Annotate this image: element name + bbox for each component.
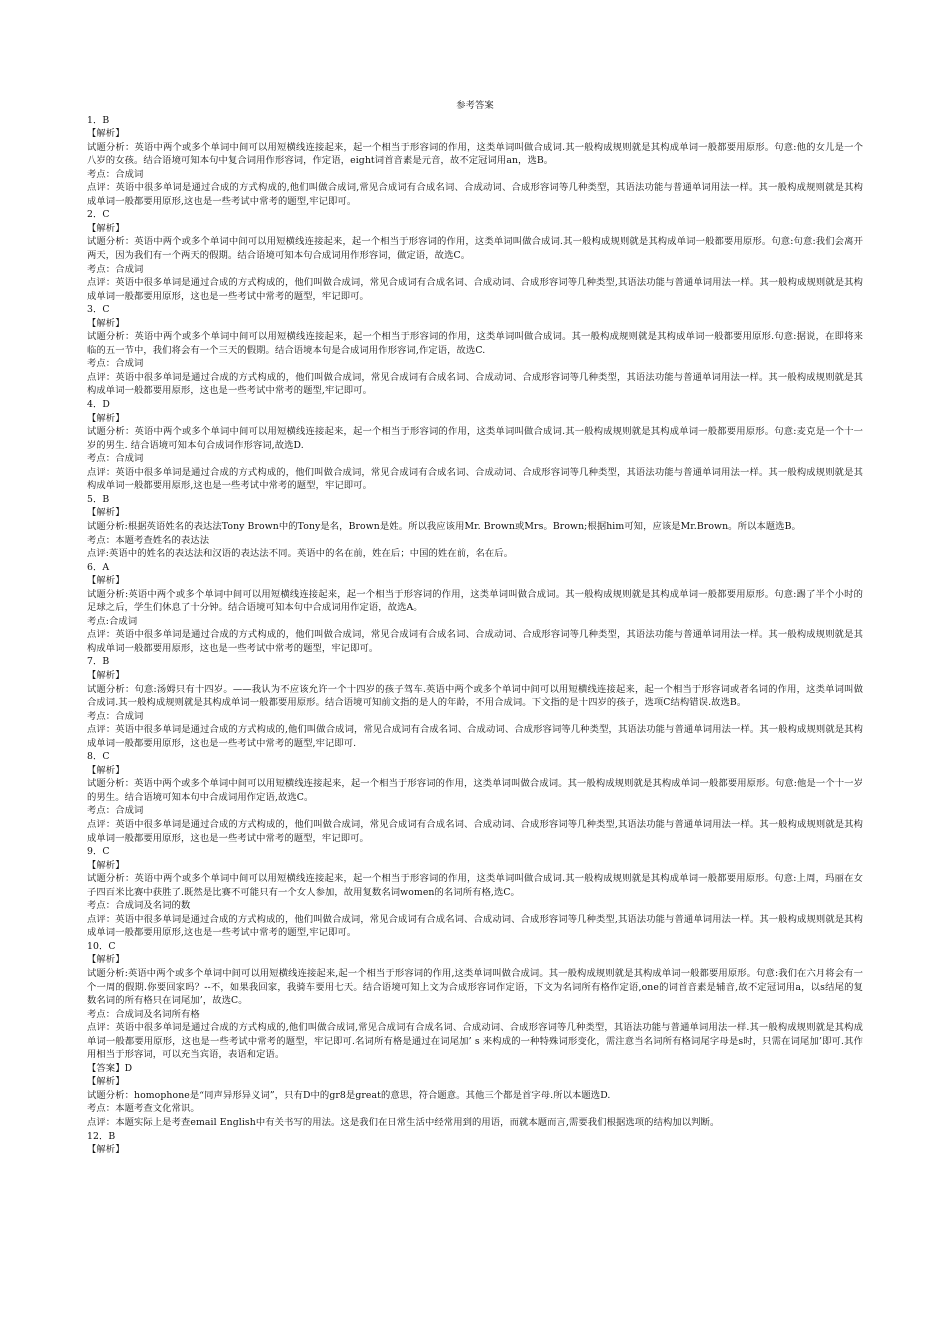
- answer-item-8: [87, 750, 863, 845]
- answer-document: [87, 99, 863, 1157]
- kaodian-text: 考点：合成词: [87, 710, 144, 722]
- analysis-tag: 【解析】: [87, 412, 125, 424]
- analysis-text: 试题分析：英语中两个或多个单词中间可以用短横线连接起来，起一个相当于形容词的作用，这类单词叫做合成词.其一般构成规则就是其构成单词一般都要用原形。句意:上周，玛丽在女子四百米比赛中获胜了.既然是比赛不可能只有一个女人参加，故用复数名词women的名词所有格,选C。: [87, 873, 863, 898]
- analysis-tag: 【解析】: [87, 575, 125, 587]
- answer-item-6: [87, 561, 863, 656]
- kaodian-text: 考点:合成词: [87, 615, 138, 627]
- question-number: 9．C: [87, 846, 110, 858]
- analysis-text: 试题分析：英语中两个或多个单词中间可以用短横线连接起来，起一个相当于形容词的作用，这类单词叫做合成词.其一般构成规则就是其构成单词一般都要用原形。句意:他的女儿是一个八岁的女孩。结合语境可知本句中复合词用作形容词，作定语，eight词首音素是元音，故不定冠词用an，选B。: [87, 141, 863, 167]
- analysis-tag: 【解析】: [87, 507, 125, 519]
- analysis-text: 试题分析：英语中两个或多个单词中间可以用短横线连接起来，起一个相当于形容词的作用，这类单词叫做合成词。其一般构成规则就是其构成单词一般都要用原形。句意:他是一个十一岁的男生。结合语境可知本句中合成词用作定语,故选C。: [87, 778, 863, 803]
- analysis-tag: 【解析】: [87, 317, 125, 329]
- dianping-text: 点评：英语中很多单词是通过合成的方式构成的，他们叫做合成词，常见合成词有合成名词、合成动词、合成形容词等几种类型，其语法功能与普通单词用法一样。其一般构成规则就是其构成单词一般都要用原形，这也是一些考试中常考的题型,牢记即可。: [87, 371, 863, 397]
- dianping-text: 点评：本题实际上是考查email English中有关书写的用法。这是我们在日常生活中经常用到的用语，而就本题而言,需要我们根据选项的结构加以判断。: [87, 1117, 720, 1129]
- answer-item-10: [87, 940, 863, 1062]
- page-title: 参考答案: [456, 100, 494, 111]
- answer-item-2: [87, 208, 863, 303]
- analysis-text: 试题分析:英语中两个或多个单词中间可以用短横线连接起来,起一个相当于形容词的作用,这类单词叫做合成词。其一般构成规则就是其构成单词一般都要用原形。句意:我们在六月将会有一个一周的假期.你要回家吗？--不，如果我回家，我骑车要用七天。结合语境可知上文为合成形容词作定语，下文为名词所有格作定语,one的词首音素是辅音,故不定冠词用a，以s结尾的复数名词的所有格只在词尾加’，故选C。: [87, 968, 863, 1007]
- dianping-text: 点评：英语中很多单词是通过合成的方式构成的，他们叫做合成词，常见合成词有合成名词、合成动词、合成形容词等几种类型，其语法功能与普通单词用法一样。其一般构成规则就是其构成单词一般都要用原形,这也是一些考试中常考的题型，牢记即可。: [87, 466, 863, 492]
- analysis-text: 试题分析:英语中两个或多个单词中间可以用短横线连接起来，起一个相当于形容词的作用，这类单词叫做合成词。其一般构成规则就是其构成单词一般都要用原形。句意:踢了半个小时的足球之后，学生们休息了十分钟。结合语境可知本句中合成词用作定语，故选A。: [87, 588, 863, 614]
- dianping-text: 点评：英语中很多单词是通过合成的方式构成的,他们叫做合成词,常见合成词有合成名词、合成动词、合成形容词等几种类型，其语法功能与普通单词用法一样。其一般构成规则就是其构成单词一般都要用原形,这也是一些考试中常考的题型,牢记即可。: [87, 182, 863, 207]
- answer-item-1: [87, 114, 863, 209]
- dianping-text: 点评：英语中很多单词是通过合成的方式构成的，他们叫做合成词，常见合成词有合成名词、合成动词、合成形容词等几种类型,其语法功能与普通单词用法一样。其一般构成规则就是其构成单词一般都要用原形,这也是一些考试中常考的题型,牢记即可。: [87, 913, 863, 939]
- analysis-text: 试题分析：英语中两个或多个单词中间可以用短横线连接起来，起一个相当于形容词的作用，这类单词叫做合成词.其一般构成规则就是其构成单词一般都要用原形。句意:句意:我们会离开两天，因为我们有一个两天的假期。结合语境可知本句合成词用作形容词，做定语，故选C。: [87, 236, 863, 262]
- kaodian-text: 考点：合成词及名词所有格: [87, 1008, 200, 1020]
- kaodian-text: 考点：合成词: [87, 453, 144, 465]
- question-number: 1．B: [87, 114, 110, 126]
- analysis-tag: 【解析】: [87, 954, 125, 966]
- analysis-text: 试题分析：英语中两个或多个单词中间可以用短横线连接起来，起一个相当于形容词的作用，这类单词叫做合成词.其一般构成规则就是其构成单词一般都要用原形。句意:麦克是一个十一岁的男生. 结合语境可知本句合成词作形容词,故选D.: [87, 426, 863, 451]
- dianping-text: 点评：英语中很多单词是通过合成的方式构成的，他们叫做合成词，常见合成词有合成名词、合成动词、合成形容词等几种类型,其语法功能与普通单词用法一样。其一般构成规则就是其构成单词一般都要用原形，这也是一些考试中常考的题型，牢记即可。: [87, 818, 863, 844]
- kaodian-text: 考点：合成词及名词的数: [87, 900, 191, 912]
- answer-item-7: [87, 655, 863, 750]
- kaodian-text: 考点：合成词: [87, 358, 144, 370]
- answer-item-9: [87, 845, 863, 940]
- answer-item-12: [87, 1130, 863, 1157]
- analysis-tag: 【解析】: [87, 128, 125, 140]
- dianping-text: 点评：英语中很多单词是通过合成的方式构成的，他们叫做合成词，常见合成词有合成名词、合成动词、合成形容词等几种类型，其语法功能与普通单词用法一样。其一般构成规则就是其构成单词一般都要用原形，这也是一些考试中常考的题型，牢记即可。: [87, 629, 863, 654]
- answer-item-5: [87, 493, 863, 561]
- analysis-text: 试题分析:根据英语姓名的表达法Tony Brown中的Tony是名，Brown是姓。所以我应该用Mr. Brown或Mrs。Brown;根据him可知，应该是Mr.Brown。所以本题选B。: [87, 520, 801, 532]
- question-number: 3．C: [87, 304, 110, 316]
- analysis-tag: 【解析】: [87, 859, 125, 871]
- dianping-text: 点评：英语中很多单词是通过合成的方式构成的,他们叫做合成词,常见合成词有合成名词、合成动词、合成形容词等几种类型，其语法功能与普通单词用法一样.其一般构成规则就是其构成单词一般都要用原形，这也是一些考试中常考的题型，牢记即可.名词所有格是通过在词尾加’ s 来构成的一种特殊词形变化，需注意当名词所有格词尾字母是s时，只需在词尾加’即可.其作用相当于形容词，可以充当宾语，表语和定语。: [87, 1022, 863, 1061]
- question-number: 5．B: [87, 493, 110, 505]
- question-number: 12．B: [87, 1130, 116, 1142]
- question-number: 4．D: [87, 399, 110, 411]
- analysis-tag: 【解析】: [87, 764, 125, 776]
- dianping-text: 点评：英语中很多单词是通过合成的方式构成的，他们叫做合成词，常见合成词有合成名词、合成动词、合成形容词等几种类型,其语法功能与普通单词用法一样。其一般构成规则就是其构成单词一般都要用原形，这也是一些考试中常考的题型，牢记即可。: [87, 277, 863, 302]
- question-number: 2．C: [87, 209, 110, 221]
- kaodian-text: 考点：合成词: [87, 263, 144, 275]
- answer-item-4: [87, 398, 863, 493]
- question-number: 6．A: [87, 561, 110, 573]
- dianping-text: 点评:英语中的姓名的表达法和汉语的表达法不同。英语中的名在前，姓在后；中国的姓在前，名在后。: [87, 548, 514, 560]
- analysis-text: 试题分析：homophone是“同声异形异义词”，只有D中的gr8是great的意思，符合题意。其他三个都是首字母.所以本题选D.: [87, 1089, 611, 1101]
- answer-item-11: [87, 1062, 863, 1130]
- kaodian-text: 考点：本题考查文化常识。: [87, 1103, 200, 1115]
- analysis-tag: 【解析】: [87, 222, 125, 234]
- kaodian-text: 考点：合成词: [87, 168, 144, 180]
- analysis-tag: 【解析】: [87, 1144, 125, 1156]
- dianping-text: 点评：英语中很多单词是通过合成的方式构成的,他们叫做合成词，常见合成词有合成名词、合成动词、合成形容词等几种类型，其语法功能与普通单词用法一样。其一般构成规则就是其构成单词一般都要用原形，这也是一些考试中常考的题型,牢记即可.: [87, 724, 863, 749]
- question-number: 10．C: [87, 940, 116, 952]
- analysis-text: 试题分析：英语中两个或多个单词中间可以用短横线连接起来，起一个相当于形容词的作用，这类单词叫做合成词。其一般构成规则就是其构成单词一般都要用原形.句意:据说，在即将来临的五一节中，我们将会有一个三天的假期。结合语境本句是合成词用作形容词,作定语，故选C.: [87, 331, 863, 356]
- analysis-text: 试题分析：句意:汤姆只有十四岁。——我认为不应该允许一个十四岁的孩子驾车.英语中两个或多个单词中间可以用短横线连接起来，起一个相当于形容词或者名词的作用，这类单词叫做合成词.其一般构成规则就是其构成单词一般都要用原形。结合语境可知前文指的是人的年龄，不用合成词。下文指的是十四岁的孩子，选项C结构错误.故选B。: [87, 683, 863, 709]
- kaodian-text: 考点：本题考查姓名的表达法: [87, 534, 210, 546]
- question-number: 8．C: [87, 751, 110, 763]
- analysis-tag: 【解析】: [87, 669, 125, 681]
- answer-item-3: [87, 303, 863, 398]
- analysis-tag: 【解析】: [87, 1076, 125, 1088]
- kaodian-text: 考点：合成词: [87, 805, 144, 817]
- answer-label: 【答案】D: [87, 1062, 133, 1074]
- question-number: 7．B: [87, 656, 110, 668]
